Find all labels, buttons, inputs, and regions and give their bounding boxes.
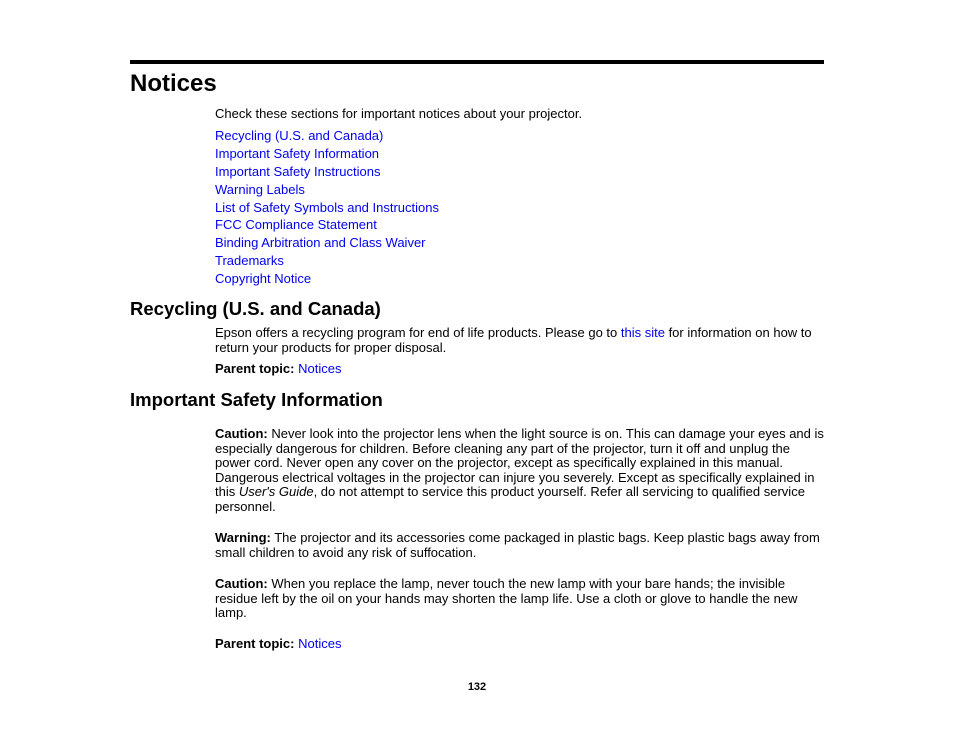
recycling-text-after: for information on how to return your products for proper disposal. (215, 325, 812, 355)
toc-item (215, 128, 439, 146)
toc-link-trademarks[interactable]: Trademarks (215, 253, 284, 269)
page-number: 132 (467, 681, 487, 693)
toc-link-recycling[interactable]: Recycling (U.S. and Canada) (215, 128, 384, 143)
toc-item (215, 164, 439, 182)
parent-topic-link[interactable]: Notices (298, 361, 342, 376)
toc-link-safety-instructions[interactable]: Important Safety Instructions (215, 163, 381, 179)
toc-item (215, 253, 439, 271)
toc-link-safety-information[interactable]: Important Safety Information (215, 145, 380, 161)
warning-label: Warning: (215, 530, 271, 545)
lamp-caution-text: When you replace the lamp, never touch the new lamp with your bare hands; the invisible residue left by the oil on your hands may shorten the lamp life. Use a cloth or glove to handle the new lamp. (215, 576, 798, 620)
parent-topic-label: Parent topic: (215, 636, 295, 651)
this-site-link[interactable]: this site (620, 325, 665, 340)
page-title: Notices (130, 70, 217, 97)
toc-item (215, 235, 439, 253)
caution-text-a: Never look into the projector lens when the light source is on. This can damage your eyes and is especially dangerous for children. Before cleaning any part of the projector, turn it off and unplug the power cord. Never open any cover on the projector, except as specifically explained in this manual. Dangerous electrical voltages in the projector can injure you severely. Except as specifically explained in this (215, 426, 824, 499)
toc-item (215, 200, 439, 218)
lamp-caution-paragraph (215, 577, 824, 621)
toc-link-safety-symbols[interactable]: List of Safety Symbols and Instructions (215, 199, 439, 215)
toc-item (215, 146, 439, 164)
toc-item (215, 182, 439, 200)
lamp-caution-label: Caution: (215, 576, 268, 591)
toc-link-fcc[interactable]: FCC Compliance Statement (215, 217, 377, 233)
toc-link-copyright[interactable]: Copyright Notice (215, 271, 312, 287)
recycling-parent-topic (215, 362, 824, 377)
caution-label: Caution: (215, 426, 268, 441)
safety-parent-topic (215, 637, 824, 652)
recycling-paragraph (215, 326, 824, 355)
recycling-text-before: Epson offers a recycling program for end of life products. Please go to (215, 325, 621, 340)
warning-paragraph (215, 531, 824, 560)
caution-paragraph (215, 427, 824, 514)
parent-topic-link[interactable]: Notices (298, 636, 342, 651)
toc-link-arbitration[interactable]: Binding Arbitration and Class Waiver (215, 235, 426, 251)
caution-text-b: , do not attempt to service this product yourself. Refer all servicing to qualified service personnel. (215, 484, 805, 514)
toc-link-warning-labels[interactable]: Warning Labels (215, 181, 305, 197)
warning-text: The projector and its accessories come packaged in plastic bags. Keep plastic bags away from small children to avoid any risk of suffocation. (215, 530, 820, 560)
toc-item (215, 271, 439, 289)
intro-text: Check these sections for important notices about your projector. (215, 106, 583, 121)
users-guide-title: User's Guide (238, 484, 314, 499)
toc-item (215, 217, 439, 235)
safety-heading: Important Safety Information (130, 389, 383, 410)
recycling-heading: Recycling (U.S. and Canada) (130, 298, 381, 319)
top-rule (130, 60, 824, 64)
parent-topic-label: Parent topic: (215, 361, 295, 376)
toc-list (215, 128, 439, 289)
